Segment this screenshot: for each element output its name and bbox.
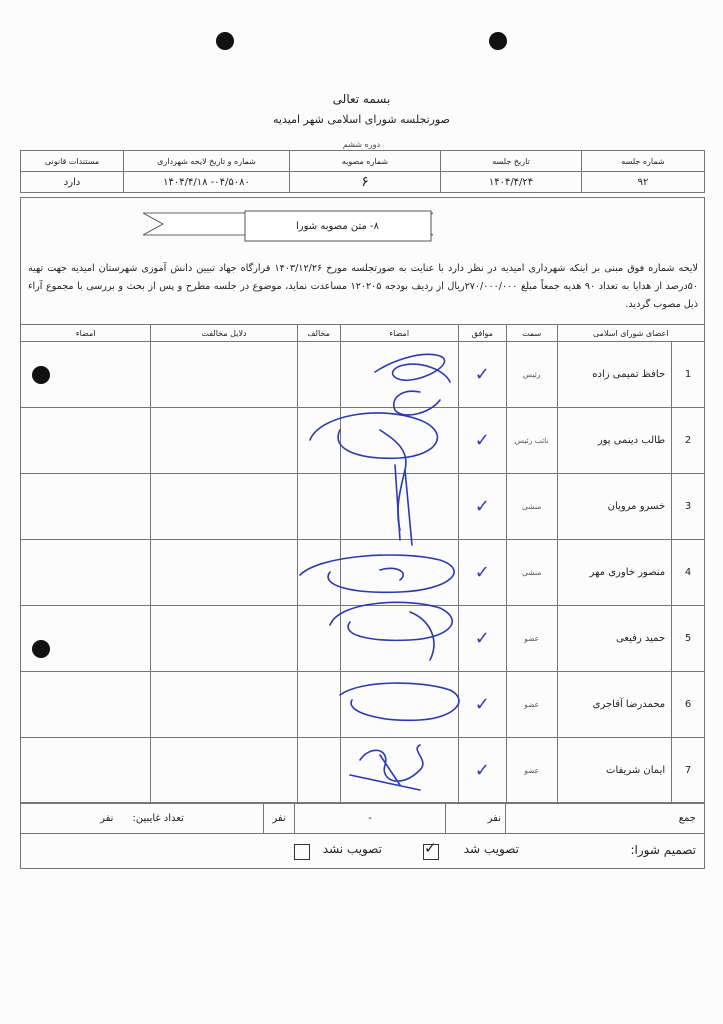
- value-session-number: ۹۲: [582, 172, 705, 193]
- member-name: حمید رفیعی: [557, 606, 672, 672]
- agree-checkmark: ✓: [474, 364, 490, 385]
- header-oppose: مخالف: [297, 325, 340, 342]
- header-signature-2: امضاء: [21, 325, 151, 342]
- member-name: منصور خاوری مهر: [557, 540, 672, 606]
- rejected-label: تصویب نشد: [322, 842, 382, 856]
- total-unit: نفر: [446, 803, 506, 834]
- member-number: 1: [672, 342, 705, 408]
- total-label: جمع: [506, 803, 705, 834]
- label-session-date: تاریخ جلسه: [441, 151, 582, 172]
- header-agree: موافق: [458, 325, 506, 342]
- header-signature: امضاء: [340, 325, 458, 342]
- value-session-date: ۱۴۰۴/۴/۲۴: [441, 172, 582, 193]
- checkmark-icon: ✓: [424, 839, 437, 857]
- total-oppose-unit: نفر: [264, 803, 295, 834]
- decision-label: تصمیم شورا:: [630, 843, 696, 857]
- value-legal-documents: دارد: [21, 172, 124, 193]
- member-name: خسرو مرویان: [557, 474, 672, 540]
- member-number: 4: [672, 540, 705, 606]
- value-resolution-number: ۶: [290, 172, 441, 193]
- total-oppose-dash: -: [295, 803, 446, 834]
- label-legal-documents: مستندات قانونی: [21, 151, 124, 172]
- member-role: عضو: [506, 672, 557, 738]
- section-title: ۸- متن مصوبه شورا: [296, 221, 379, 232]
- label-session-number: شماره جلسه: [582, 151, 705, 172]
- term-label: دوره ششم: [342, 140, 381, 149]
- member-number: 2: [672, 408, 705, 474]
- agree-checkmark: ✓: [474, 430, 490, 451]
- agree-checkmark: ✓: [474, 562, 490, 583]
- member-name: محمدرضا آقاجری: [557, 672, 672, 738]
- member-number: 6: [672, 672, 705, 738]
- member-name: ایمان شریفات: [557, 738, 672, 804]
- bismillah-heading: بسمه تعالی: [332, 92, 391, 106]
- member-role: منشی: [506, 540, 557, 606]
- member-role: عضو: [506, 606, 557, 672]
- document-title: صورتجلسه شورای اسلامی شهر امیدیه: [273, 113, 450, 126]
- member-role: نائب رئیس: [506, 408, 557, 474]
- member-number: 7: [672, 738, 705, 804]
- header-role: سمت: [506, 325, 557, 342]
- label-bill-number-date: شماره و تاریخ لایحه شهرداری: [124, 151, 290, 172]
- absent-unit: نفر: [100, 812, 114, 824]
- member-role: رئیس: [506, 342, 557, 408]
- header-opposition-reasons: دلایل مخالفت: [151, 325, 297, 342]
- member-name: حافظ تمیمی زاده: [557, 342, 672, 408]
- member-role: منشی: [506, 474, 557, 540]
- agree-checkmark: ✓: [474, 694, 490, 715]
- resolution-body-text: لایحه شماره فوق مبنی بر اینکه شهرداری امیدیه در نظر دارد با عنایت به صورتجلسه مورخ ۱۴۰۳/۱۲/۲۶ قرارگاه جهاد تبیین دانش آموزی شهرستان امیدیه جهت تهیه ۵۰درصد از هدایا به تعداد ۹۰ هدیه جمعاً مبلغ ۲۷۰/۰۰۰/۰۰۰ریال از ردیف بودجه ۱۲۰۲۰۵ مساعدت نماید، موضوع در جلسه مطرح و پس از بحث و بررسی با مجموع آراء ذیل مصوب گردید.: [28, 263, 698, 310]
- agree-checkmark: ✓: [474, 628, 490, 649]
- member-number: 5: [672, 606, 705, 672]
- label-resolution-number: شماره مصوبه: [290, 151, 441, 172]
- member-name: طالب دینمی پور: [557, 408, 672, 474]
- member-role: عضو: [506, 738, 557, 804]
- approved-label: تصویب شد: [463, 842, 519, 856]
- agree-checkmark: ✓: [474, 760, 490, 781]
- header-members: اعضای شورای اسلامی: [557, 325, 704, 342]
- value-bill-number-date: ۰۴/۵۰۸۰- ۱۴۰۴/۴/۱۸: [124, 172, 290, 193]
- member-number: 3: [672, 474, 705, 540]
- absent-label: تعداد غایبین:: [132, 812, 184, 824]
- agree-checkmark: ✓: [474, 496, 490, 517]
